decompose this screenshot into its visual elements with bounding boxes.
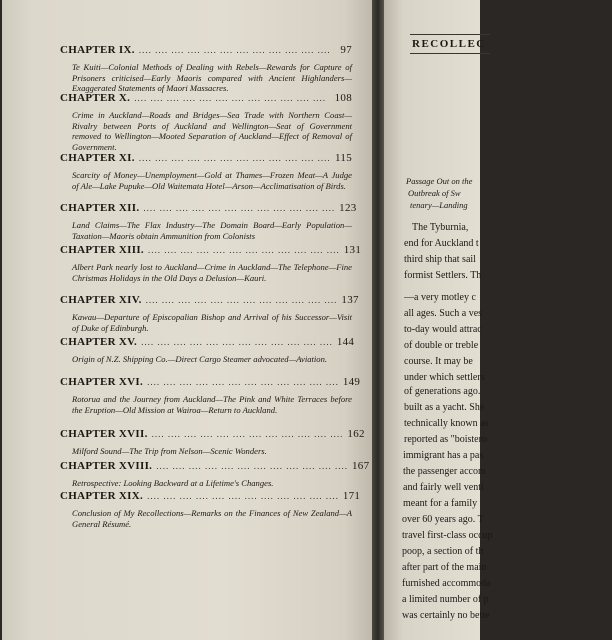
text-line: technically known as xyxy=(404,418,489,429)
dot-leader: .... .... .... .... .... .... .... .... .... .... .... .... xyxy=(138,45,331,55)
text-line: travel first-class occup xyxy=(402,530,493,541)
chapter-heading: CHAPTER XVI. xyxy=(60,376,144,388)
dot-leader: .... .... .... .... .... .... .... .... .... .... .... .... xyxy=(134,93,326,103)
page-number: 123 xyxy=(339,202,357,214)
book-gutter xyxy=(372,0,384,640)
chapter-entry xyxy=(60,92,352,152)
text-line: reported as "boistero xyxy=(404,434,487,445)
running-header: RECOLLEC xyxy=(412,38,486,50)
text-line: of generations ago. xyxy=(404,386,481,397)
text-line: built as a yacht. She xyxy=(404,402,485,413)
text-line: Passage Out on the xyxy=(406,176,473,186)
chapter-entry xyxy=(60,460,370,489)
dot-leader: .... .... .... .... .... .... .... .... .... .... .... .... xyxy=(147,491,339,501)
page-number: 131 xyxy=(343,244,362,256)
chapter-heading: CHAPTER XIII. xyxy=(60,244,144,256)
text-line: Outbreak of Sw xyxy=(408,188,461,198)
text-line: after part of the main xyxy=(402,562,487,573)
chapter-description: Conclusion of My Recollections—Remarks on the Finances of New Zealand—A General Résumé. xyxy=(72,508,352,529)
chapter-heading: CHAPTER XVII. xyxy=(60,428,148,440)
text-line: third ship that sail xyxy=(404,254,476,265)
chapter-heading: CHAPTER XIX. xyxy=(60,490,144,502)
dot-leader: .... .... .... .... .... .... .... .... .... .... .... .... xyxy=(141,337,333,347)
text-line: tenary—Landing xyxy=(410,200,468,210)
chapter-entry xyxy=(60,294,359,333)
page-number: 162 xyxy=(347,428,365,440)
text-line: immigrant has a pas xyxy=(403,450,484,461)
text-line: was certainly no bette xyxy=(402,610,490,621)
text-line: the passenger accom xyxy=(403,466,486,477)
text-line: The Tyburnia, xyxy=(412,222,469,233)
left-page xyxy=(2,0,374,640)
chapter-description: Rotorua and the Journey from Auckland—The Pink and White Terraces before the Eruption—Old Mission at Wairoa—Return to Auckland. xyxy=(72,394,352,415)
chapter-entry xyxy=(60,428,365,457)
text-line: furnished accommoda xyxy=(402,578,491,589)
text-line: to-day would attrac xyxy=(404,324,482,335)
text-line: over 60 years ago. T xyxy=(402,514,484,525)
text-line: and fairly well venti xyxy=(403,482,484,493)
dot-leader: .... .... .... .... .... .... .... .... .... .... .... .... xyxy=(145,295,338,305)
header-rule xyxy=(410,34,490,35)
page-number: 144 xyxy=(336,336,355,348)
page-number: 137 xyxy=(341,294,359,306)
text-line: all ages. Such a ves xyxy=(404,308,483,319)
chapter-heading: CHAPTER XI. xyxy=(60,152,135,164)
page-number: 171 xyxy=(342,490,361,502)
text-line: course. It may be xyxy=(404,356,473,367)
text-line: a limited number of p xyxy=(402,594,489,605)
chapter-entry xyxy=(60,336,355,365)
page-number: 97 xyxy=(340,44,352,56)
dot-leader: .... .... .... .... .... .... .... .... .... .... .... .... xyxy=(156,461,348,471)
chapter-heading: CHAPTER XII. xyxy=(60,202,140,214)
dot-leader: .... .... .... .... .... .... .... .... .... .... .... .... xyxy=(147,377,339,387)
chapter-entry xyxy=(60,490,361,529)
dot-leader: .... .... .... .... .... .... .... .... .... .... .... .... xyxy=(151,429,344,439)
header-rule xyxy=(410,53,490,54)
chapter-description: Retrospective: Looking Backward at a Lifetime's Changes. xyxy=(72,478,274,488)
dot-leader: .... .... .... .... .... .... .... .... .... .... .... .... xyxy=(143,203,336,213)
chapter-description: Albert Park nearly lost to Auckland—Crime in Auckland—The Telephone—Fine Christmas Holidays in the Old Days a Delusion—Kauri. xyxy=(72,262,352,283)
chapter-description: Kawau—Departure of Episcopalian Bishop and Arrival of his Successor—Visit of Duke of Edinburgh. xyxy=(72,312,352,333)
chapter-heading: CHAPTER X. xyxy=(60,92,131,104)
dot-leader: .... .... .... .... .... .... .... .... .... .... .... .... xyxy=(138,153,331,163)
page-number: 115 xyxy=(335,152,352,164)
chapter-heading: CHAPTER IX. xyxy=(60,44,135,56)
text-line: poop, a section of th xyxy=(402,546,484,557)
chapter-entry xyxy=(60,44,352,94)
page-number: 108 xyxy=(334,92,352,104)
dot-leader: .... .... .... .... .... .... .... .... .... .... .... .... xyxy=(147,245,340,255)
chapter-description: Scarcity of Money—Unemployment—Gold at Thames—Frozen Meat—A Judge of Ale—Lake Pupuke—Old Waitemata Hotel—Arson—Acclimatisation of Birds. xyxy=(72,170,352,191)
chapter-description: Origin of N.Z. Shipping Co.—Direct Cargo Steamer advocated—Aviation. xyxy=(72,354,328,364)
chapter-description: Crime in Auckland—Roads and Bridges—Sea Trade with Northern Coast—Rivalry between Ports of Auckland and Wellington—Seat of Government removed to Wellington—Mooted Separation of Auckland—Effect of Removal of Government. xyxy=(72,110,352,152)
text-line: meant for a family xyxy=(403,498,478,509)
text-line: under which settlers xyxy=(404,372,485,383)
chapter-heading: CHAPTER XVIII. xyxy=(60,460,153,472)
text-line: of double or treble xyxy=(404,340,479,351)
text-line: formist Settlers. Th xyxy=(404,270,482,281)
chapter-heading: CHAPTER XV. xyxy=(60,336,138,348)
text-line: —a very motley c xyxy=(404,292,476,303)
right-page xyxy=(384,0,493,640)
page-number: 149 xyxy=(342,376,361,388)
chapter-entry xyxy=(60,376,361,415)
chapter-entry xyxy=(60,152,352,191)
text-line: end for Auckland t xyxy=(404,238,479,249)
chapter-heading: CHAPTER XIV. xyxy=(60,294,142,306)
chapter-description: Te Kuiti—Colonial Methods of Dealing with Rebels—Rewards for Capture of Prisoners criticised—Early Maoris compared with Ancient Highlanders—Exaggerated Statements of Maori Massacres. xyxy=(72,62,352,93)
chapter-description: Land Claims—The Flax Industry—The Domain Board—Early Population—Taxation—Maoris obtain Ammunition from Colonists xyxy=(72,220,352,241)
page-number: 167 xyxy=(351,460,370,472)
chapter-description: Milford Sound—The Trip from Nelson—Scenic Wonders. xyxy=(72,446,267,456)
chapter-entry xyxy=(60,202,357,241)
chapter-entry xyxy=(60,244,362,283)
